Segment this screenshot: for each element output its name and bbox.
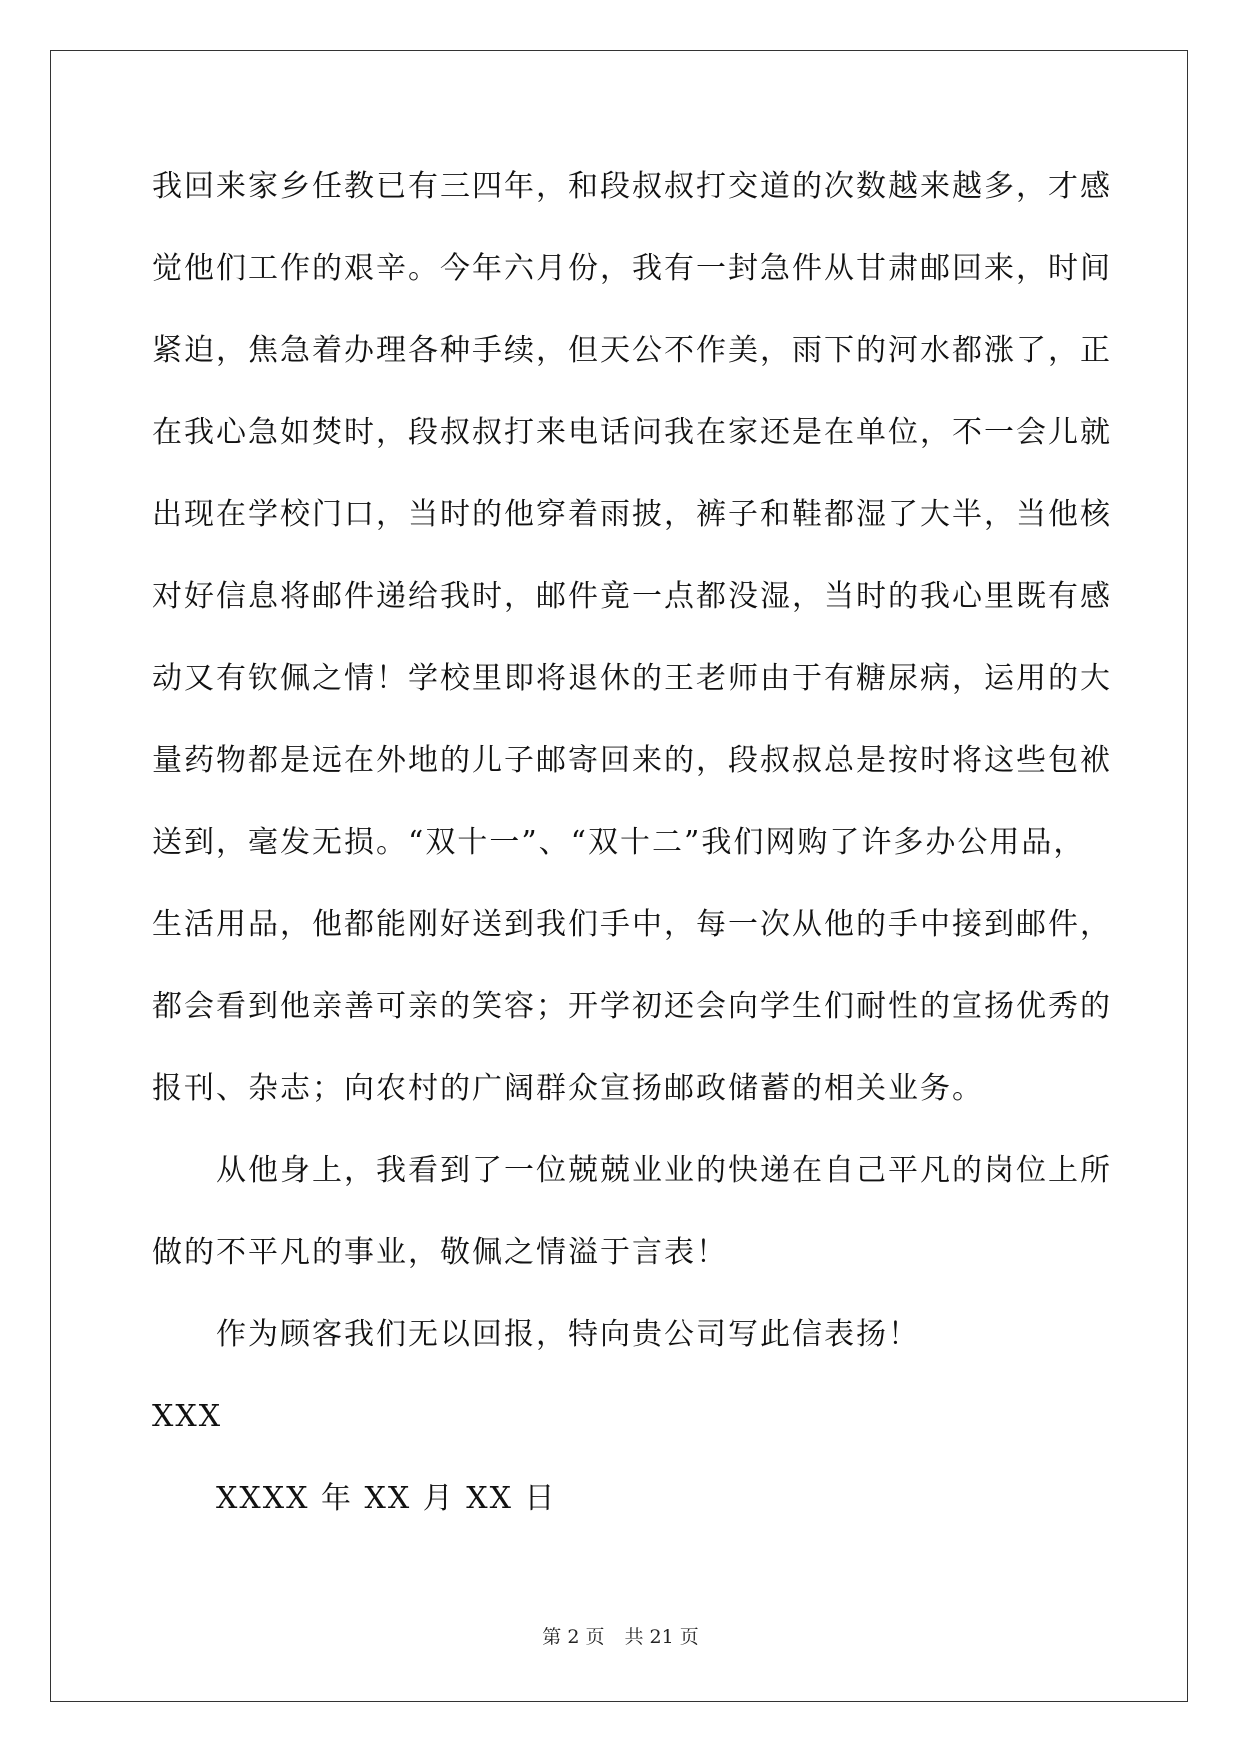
paragraph-line: 从他身上，我看到了一位兢兢业业的快递在自己平凡的岗位上所 (216, 1153, 1112, 1188)
paragraph-line: 做的不平凡的事业，敬佩之情溢于言表！ (152, 1235, 728, 1270)
paragraph-line: 觉他们工作的艰辛。今年六月份，我有一封急件从甘肃邮回来，时间 (152, 251, 1112, 286)
paragraph-line: 紧迫，焦急着办理各种手续，但天公不作美，雨下的河水都涨了，正 (152, 333, 1112, 368)
signature-date: XXXX 年 XX 月 XX 日 (216, 1481, 557, 1516)
paragraph-line: 生活用品，他都能刚好送到我们手中，每一次从他的手中接到邮件， (152, 907, 1112, 942)
paragraph-line: 在我心急如焚时，段叔叔打来电话问我在家还是在单位，不一会儿就 (152, 415, 1112, 450)
signature-name: XXX (152, 1399, 223, 1434)
paragraph-line: 报刊、杂志；向农村的广阔群众宣扬邮政储蓄的相关业务。 (152, 1071, 984, 1106)
paragraph-line: 我回来家乡任教已有三四年，和段叔叔打交道的次数越来越多，才感 (152, 169, 1112, 204)
page-number: 第 2 页 (542, 1626, 605, 1648)
paragraph-line: 量药物都是远在外地的儿子邮寄回来的，段叔叔总是按时将这些包袱 (152, 743, 1112, 778)
paragraph-line: 对好信息将邮件递给我时，邮件竟一点都没湿，当时的我心里既有感 (152, 579, 1112, 614)
page-footer (0, 1622, 1241, 1649)
paragraph-line: 作为顾客我们无以回报，特向贵公司写此信表扬！ (216, 1317, 920, 1352)
paragraph-line: 动又有钦佩之情！学校里即将退休的王老师由于有糖尿病，运用的大 (152, 661, 1112, 696)
paragraph-line: 送到，毫发无损。“双十一”、“双十二”我们网购了许多办公用品， (152, 825, 1086, 860)
paragraph-line: 都会看到他亲善可亲的笑容；开学初还会向学生们耐性的宣扬优秀的 (152, 989, 1112, 1024)
letter-body (152, 160, 1112, 1554)
page-total: 共 21 页 (624, 1626, 699, 1648)
paragraph-line: 出现在学校门口，当时的他穿着雨披，裤子和鞋都湿了大半，当他核 (152, 497, 1112, 532)
